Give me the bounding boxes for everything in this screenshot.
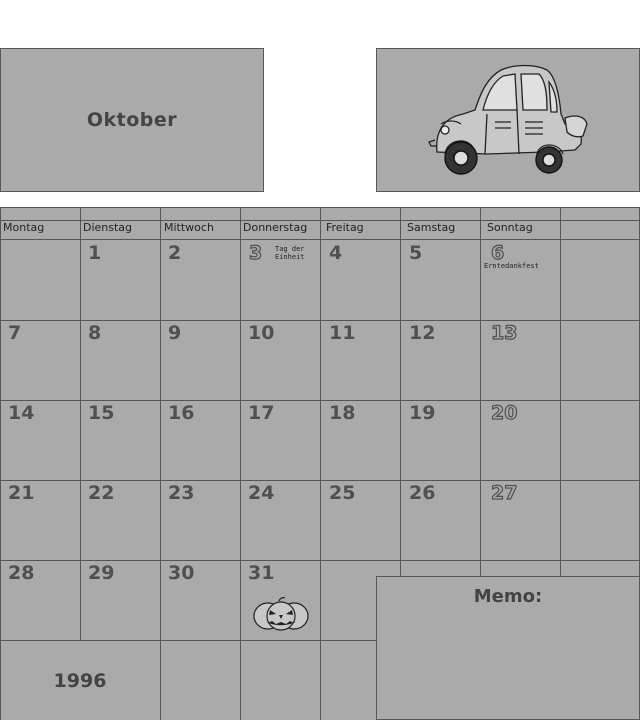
- day-number: 18: [329, 402, 356, 424]
- day-number: 19: [409, 402, 436, 424]
- grid-line: [400, 207, 401, 576]
- memo-box[interactable]: [376, 576, 640, 720]
- day-number: 4: [329, 242, 343, 264]
- grid-line: [320, 207, 321, 720]
- day-number: 24: [248, 482, 275, 504]
- holiday-note: Erntedankfest: [484, 262, 539, 270]
- year-label: 1996: [53, 669, 107, 692]
- day-number-sunday: 13: [491, 322, 518, 344]
- day-number: 25: [329, 482, 356, 504]
- day-number: 26: [409, 482, 436, 504]
- day-number: 16: [168, 402, 195, 424]
- day-number: 30: [168, 562, 195, 584]
- day-number: 22: [88, 482, 115, 504]
- day-number: 10: [248, 322, 275, 344]
- day-number: 9: [168, 322, 182, 344]
- car-illustration: [425, 62, 595, 182]
- day-number-holiday: 3: [249, 242, 263, 264]
- grid-line: [480, 207, 481, 576]
- memo-label: Memo:: [473, 586, 543, 607]
- day-number: 28: [8, 562, 35, 584]
- day-number: 7: [8, 322, 22, 344]
- weekday-header: Montag: [3, 221, 45, 234]
- day-number: 21: [8, 482, 35, 504]
- day-number-sunday: 27: [491, 482, 518, 504]
- day-number: 1: [88, 242, 102, 264]
- weekday-header: Dienstag: [83, 221, 133, 234]
- month-title: Oktober: [86, 109, 178, 131]
- holiday-note: Tag der Einheit: [275, 245, 305, 261]
- day-number: 15: [88, 402, 115, 424]
- day-number: 12: [409, 322, 436, 344]
- day-number: 5: [409, 242, 423, 264]
- day-number: 11: [329, 322, 356, 344]
- day-number-sunday: 20: [491, 402, 518, 424]
- day-number: 14: [8, 402, 35, 424]
- pumpkin-illustration: [252, 596, 310, 632]
- grid-line: [160, 207, 161, 720]
- day-number: 8: [88, 322, 102, 344]
- weekday-header: Mittwoch: [164, 221, 214, 234]
- weekday-header: Sonntag: [487, 221, 533, 234]
- day-number: 29: [88, 562, 115, 584]
- weekday-header: Samstag: [407, 221, 456, 234]
- day-number: 2: [168, 242, 182, 264]
- day-number: 31: [248, 562, 275, 584]
- day-number: 23: [168, 482, 195, 504]
- day-number: 17: [248, 402, 275, 424]
- day-number-sunday: 6: [491, 242, 505, 264]
- grid-line: [80, 207, 81, 640]
- grid-line: [560, 207, 561, 576]
- weekday-header: Donnerstag: [243, 221, 308, 234]
- grid-line: [240, 207, 241, 720]
- weekday-header: Freitag: [326, 221, 364, 234]
